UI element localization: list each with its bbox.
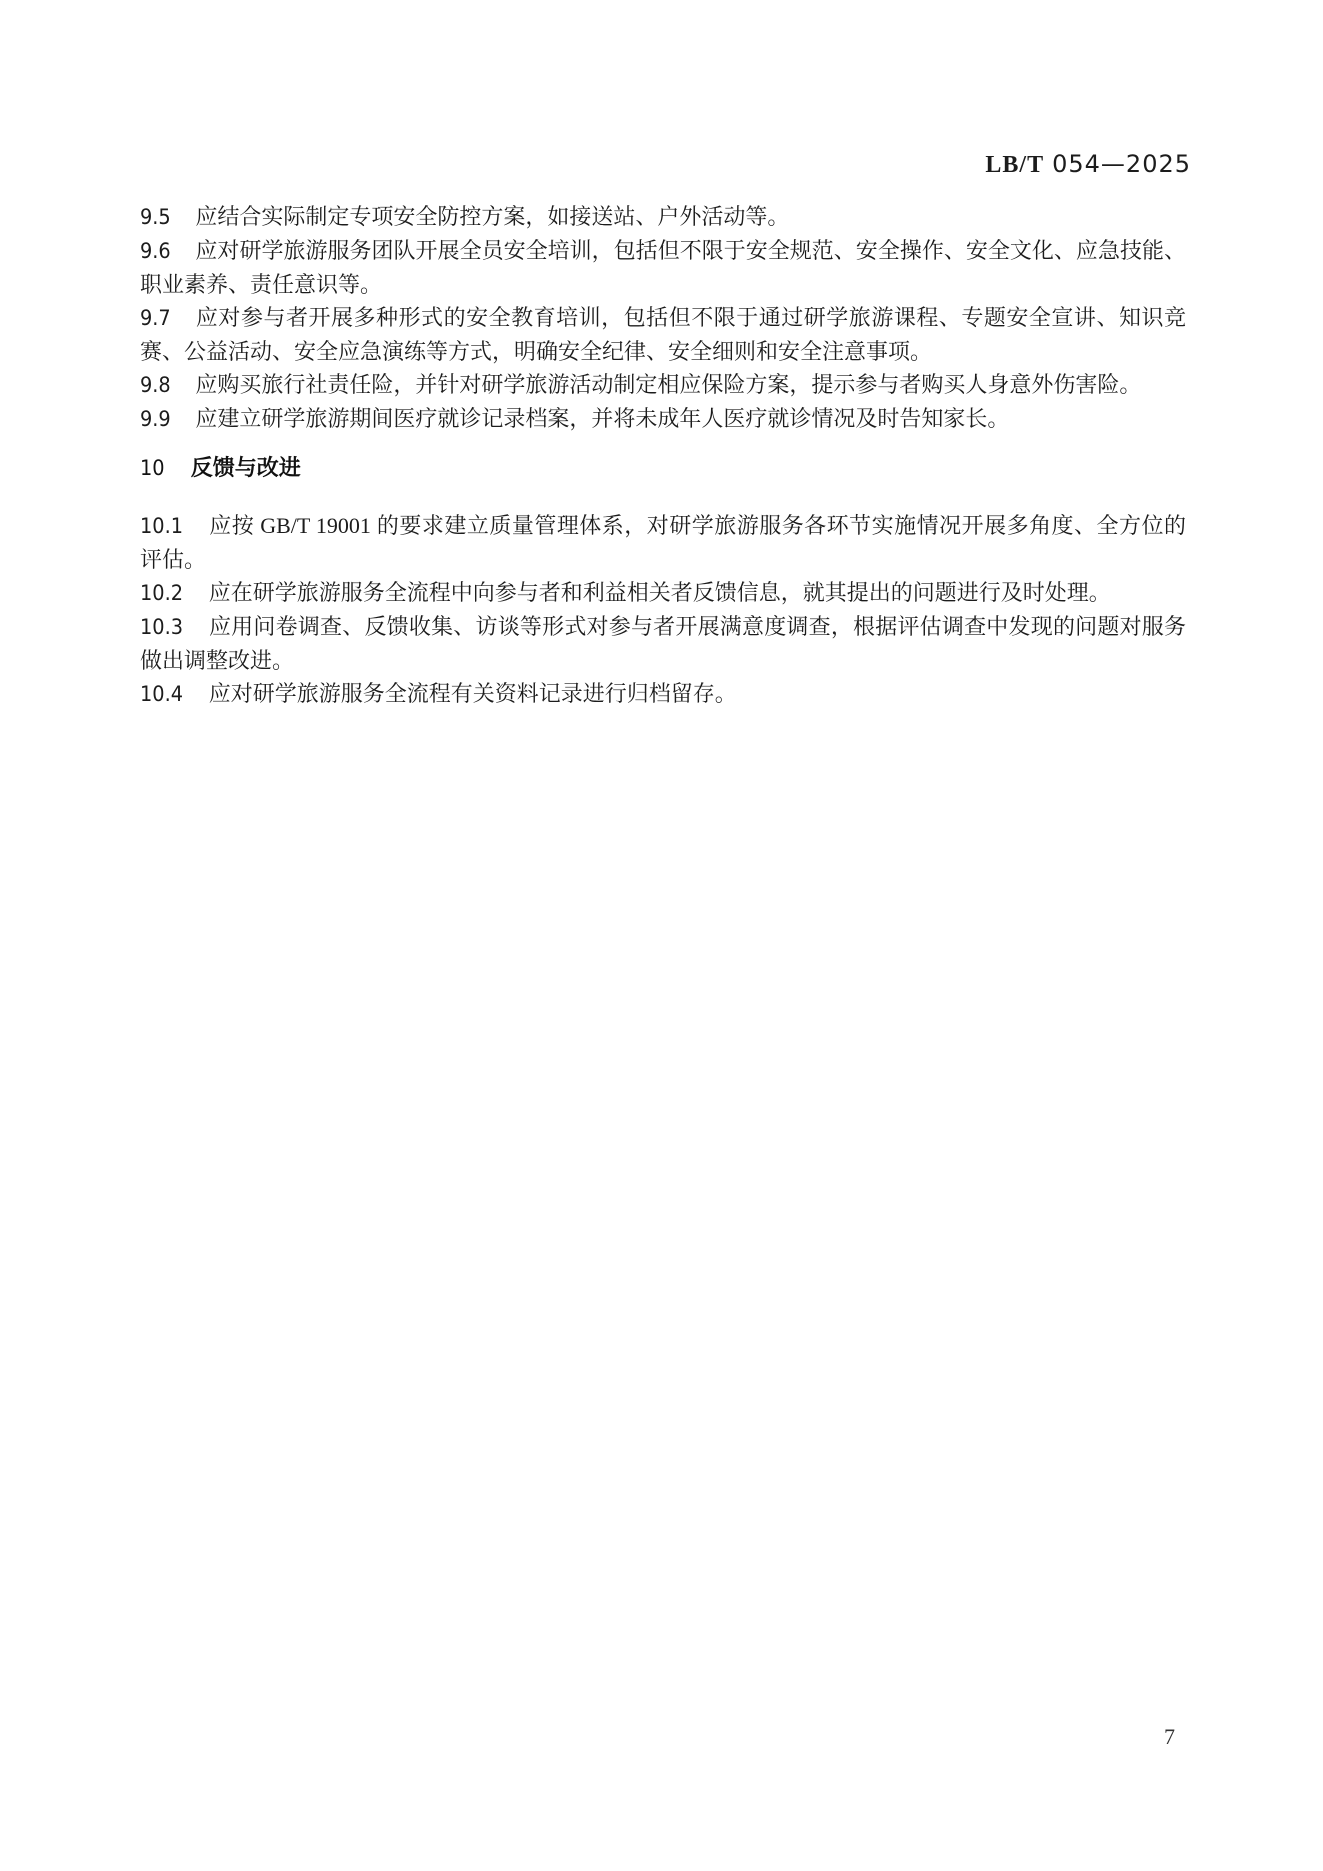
clause-10-3: [140, 610, 1186, 677]
clause-number: 9.8: [140, 373, 171, 397]
section-10-heading: [140, 452, 1186, 485]
clause-text: 应购买旅行社责任险，并针对研学旅游活动制定相应保险方案，提示参与者购买人身意外伤害险。: [195, 372, 1142, 397]
clause-10-1: [140, 509, 1186, 576]
document-body: [140, 200, 1186, 711]
clause-text: 应按 GB/T 19001 的要求建立质量管理体系，对研学旅游服务各环节实施情况开展多角度、全方位的评估。: [140, 513, 1186, 572]
clause-text: 应对参与者开展多种形式的安全教育培训，包括但不限于通过研学旅游课程、专题安全宣讲、知识竞赛、公益活动、安全应急演练等方式，明确安全纪律、安全细则和安全注意事项。: [140, 305, 1186, 364]
clause-number: 9.7: [140, 306, 171, 330]
clause-9-5: [140, 200, 1186, 234]
clause-number: 9.9: [140, 407, 171, 431]
clause-9-7: [140, 301, 1186, 368]
clause-9-9: [140, 402, 1186, 436]
clause-text: 应对研学旅游服务团队开展全员安全培训，包括但不限于安全规范、安全操作、安全文化、应急技能、职业素养、责任意识等。: [140, 238, 1186, 297]
section-title: 反馈与改进: [190, 456, 301, 481]
clause-10-2: [140, 576, 1186, 610]
standard-code: 054—2025: [1052, 150, 1191, 178]
clause-9-6: [140, 234, 1186, 301]
clause-number: 10.4: [140, 682, 184, 706]
clause-number: 10.3: [140, 615, 184, 639]
clause-number: 9.5: [140, 205, 171, 229]
clause-number: 9.6: [140, 239, 171, 263]
clause-9-8: [140, 368, 1186, 402]
standard-prefix: LB/T: [985, 152, 1045, 178]
standard-number-header: [985, 150, 1191, 179]
clause-text: 应建立研学旅游期间医疗就诊记录档案，并将未成年人医疗就诊情况及时告知家长。: [195, 406, 1010, 431]
clause-text: 应用问卷调查、反馈收集、访谈等形式对参与者开展满意度调查，根据评估调查中发现的问题对服务做出调整改进。: [140, 614, 1186, 673]
clause-number: 10.1: [140, 514, 184, 538]
page-number: 7: [1164, 1724, 1175, 1749]
section-number: 10: [140, 456, 165, 480]
clause-text: 应在研学旅游服务全流程中向参与者和利益相关者反馈信息，就其提出的问题进行及时处理。: [208, 580, 1111, 605]
clause-number: 10.2: [140, 581, 184, 605]
clause-text: 应结合实际制定专项安全防控方案，如接送站、户外活动等。: [195, 204, 790, 229]
clause-text: 应对研学旅游服务全流程有关资料记录进行归档留存。: [208, 681, 737, 706]
clause-10-4: [140, 677, 1186, 711]
